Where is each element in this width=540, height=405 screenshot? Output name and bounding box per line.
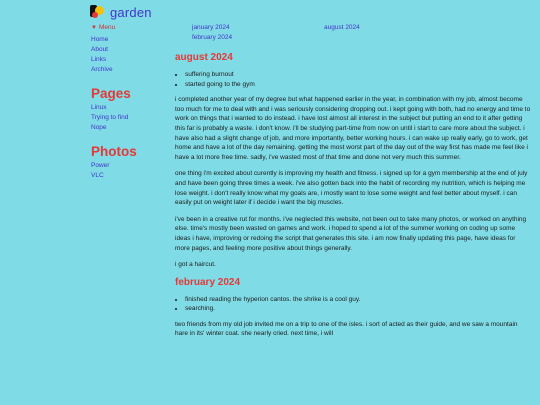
sidebar-link-about[interactable]: About xyxy=(91,46,108,53)
list-item: • searching. xyxy=(185,304,531,314)
menu-label: Menu xyxy=(98,24,116,31)
post-title: august 2024 xyxy=(175,52,233,63)
post-paragraph: one thing i'm excited about curently is improving my health and fitness. i signed up for a gym membership at the end of july and have been going three times a week. i've also gotten back into the habit of recording my nutrition, which is helping me lose weight. i don't really know what my goals are, i mostly want to lose some weight and feel better about myself. i can easily put on weight later if i decide i want the big muscles. xyxy=(175,170,528,207)
sidebar-link-archive[interactable]: Archive xyxy=(91,66,113,73)
post-august-2024 xyxy=(175,52,531,270)
month-link-january-2024[interactable]: january 2024 xyxy=(192,24,230,31)
post-paragraph: i got a haircut. xyxy=(175,261,216,269)
month-archive-nav xyxy=(192,24,492,46)
menu-toggle[interactable] xyxy=(91,24,166,31)
triangle-down-icon: ▼ xyxy=(91,25,97,31)
month-link-february-2024[interactable]: february 2024 xyxy=(192,34,233,41)
list-item: • started going to the gym xyxy=(185,80,531,90)
main-content xyxy=(175,52,531,346)
list-item: • suffering burnout xyxy=(185,70,531,80)
post-paragraph: i completed another year of my degree but what happened earlier in the year, in combination with my job, almost become too much for me to deal with and i was seriously considering dropping out. i kept going with both, had no energy and time to work on things that i wanted to do instead. i have lost almost all interest in the subject but putting an end to it after getting this far is probably a waste. i don't know. i'll be studying part-time from now on until i start to care more about the subject. i have also had a slight change of job, and more importantly, better working hours. i can wake up really early, go to work, get home and have a lot of the day remaining. getting the most worst part of the day out of the way first has made me feel like i have a lot more free time. sadly, i've wasted most of that time and done not very much this summer. xyxy=(175,96,531,161)
sidebar-heading-pages: Pages xyxy=(91,86,131,101)
month-link-august-2024[interactable]: august 2024 xyxy=(324,24,360,31)
sidebar-link-home[interactable]: Home xyxy=(91,36,109,43)
sidebar-link-linux[interactable]: Linux xyxy=(91,104,107,111)
sidebar-link-vlc[interactable]: VLC xyxy=(91,172,104,179)
site-header xyxy=(90,3,152,21)
post-february-2024 xyxy=(175,277,531,339)
garden-logo-icon[interactable] xyxy=(90,5,104,19)
sidebar xyxy=(91,24,166,181)
list-item: • finished reading the hyperion cantos. the shrike is a cool guy. xyxy=(185,295,531,305)
site-title-link[interactable]: garden xyxy=(110,4,152,20)
post-summary-list xyxy=(175,70,531,89)
post-title: february 2024 xyxy=(175,276,241,288)
post-paragraph: two friends from my old job invited me on a trip to one of the isles. i sort of acted as their guide, and we saw a mountain hare in its' winter coat. she nearly cried. next time, i will xyxy=(175,320,518,338)
sidebar-heading-photos: Photos xyxy=(91,144,137,159)
post-summary-list xyxy=(175,295,531,314)
sidebar-link-trying-to-find[interactable]: Trying to find xyxy=(91,114,129,121)
sidebar-link-links[interactable]: Links xyxy=(91,56,107,63)
post-paragraph: i've been in a creative rut for months. i've neglected this website, not been out to take many photos, or worked on anything else. time's mostly been wasted on games and work. i hoped to spend a lot of the summer working on coding up some ideas i have, improving or redoing the script that generates this site. i am now finally updating this page, have ideas for more pages, and feeling more positive about things generally. xyxy=(175,215,527,252)
sidebar-link-nope[interactable]: Nope xyxy=(91,124,107,131)
sidebar-link-power[interactable]: Power xyxy=(91,162,110,169)
